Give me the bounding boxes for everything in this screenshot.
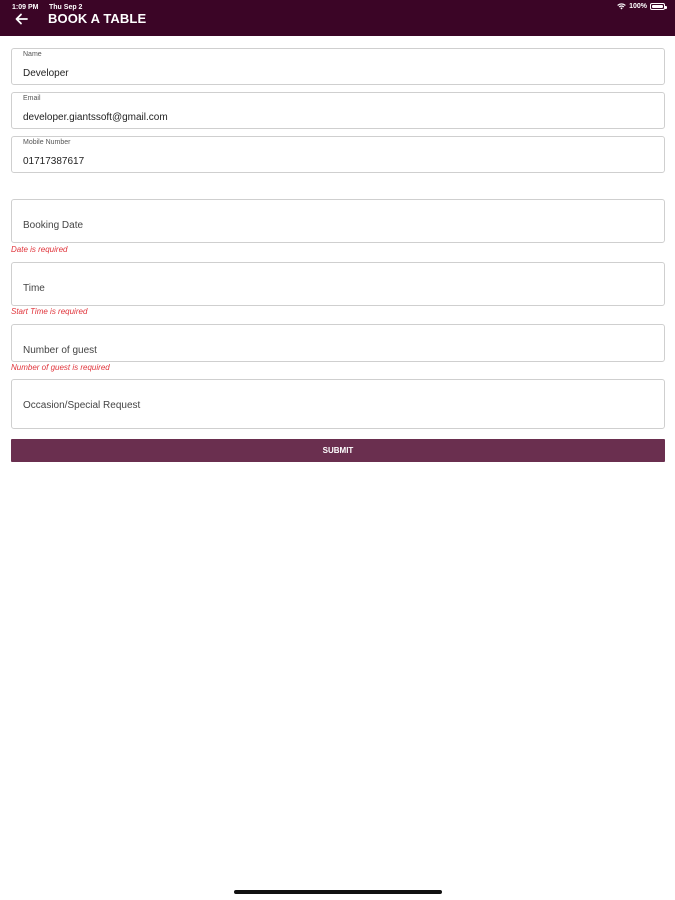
occasion-placeholder: Occasion/Special Request [23, 400, 141, 411]
mobile-value: 01717387617 [23, 156, 85, 167]
battery-percent: 100% [629, 3, 647, 10]
name-label: Name [23, 51, 42, 58]
home-indicator [234, 890, 442, 894]
mobile-field[interactable] [11, 136, 665, 173]
app-bar [0, 0, 675, 36]
occasion-field[interactable] [11, 379, 665, 429]
email-value: developer.giantssoft@gmail.com [23, 112, 168, 123]
guests-placeholder: Number of guest [23, 345, 97, 356]
status-time: 1:09 PM [12, 4, 39, 11]
booking-date-error: Date is required [11, 245, 68, 254]
booking-date-field[interactable] [11, 199, 665, 243]
guests-field[interactable] [11, 324, 665, 362]
name-field[interactable] [11, 48, 665, 85]
time-placeholder: Time [23, 283, 45, 294]
name-value: Developer [23, 68, 69, 79]
page-title: BOOK A TABLE [48, 11, 147, 26]
battery-icon [650, 3, 665, 10]
time-error: Start Time is required [11, 307, 88, 316]
wifi-icon [617, 3, 626, 10]
email-field[interactable] [11, 92, 665, 129]
booking-date-placeholder: Booking Date [23, 220, 84, 231]
guests-error: Number of guest is required [11, 363, 110, 372]
arrow-left-icon[interactable] [14, 12, 28, 26]
mobile-label: Mobile Number [23, 139, 71, 146]
time-field[interactable] [11, 262, 665, 306]
email-label: Email [23, 95, 41, 102]
status-date: Thu Sep 2 [49, 4, 83, 11]
submit-button[interactable]: SUBMIT [11, 439, 665, 462]
status-right [617, 3, 665, 10]
